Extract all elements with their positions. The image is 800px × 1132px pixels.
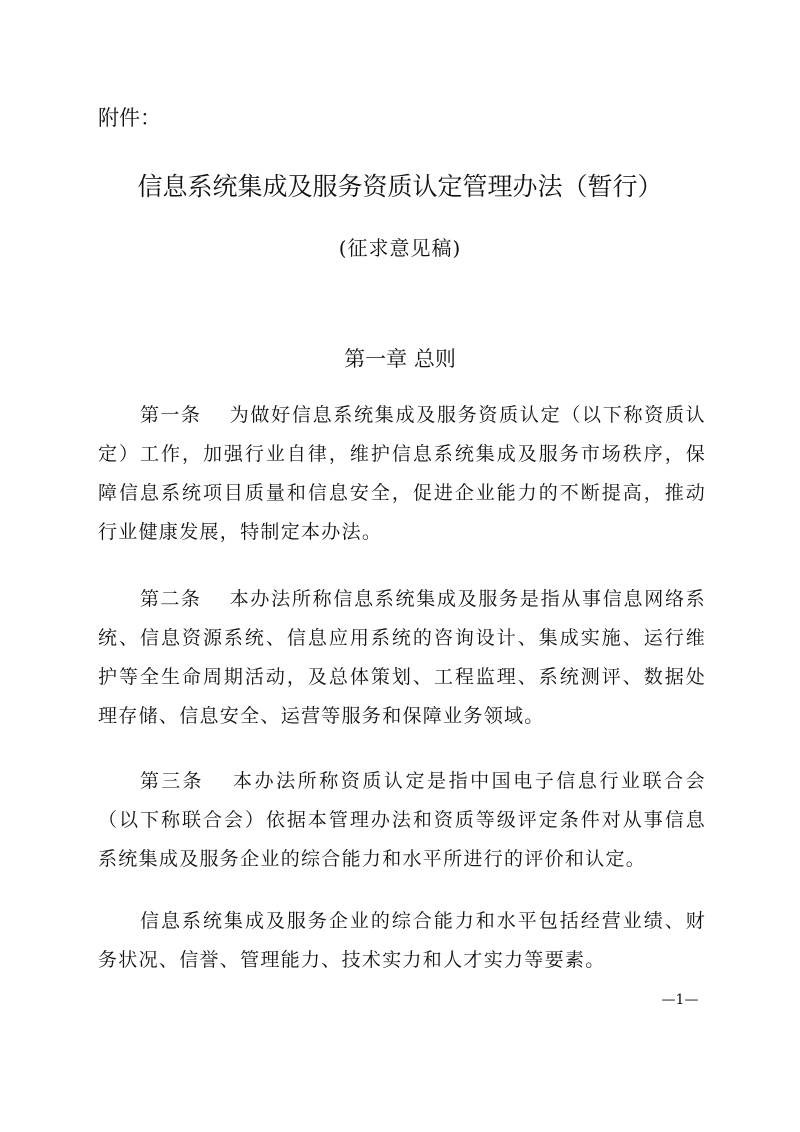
article-1-label: 第一条 <box>140 404 202 426</box>
article-1-text: 为做好信息系统集成及服务资质认定（以下称资质认定）工作，加强行业自律，维护信息系统集成及服务市场秩序，保障信息系统项目质量和信息安全，促进企业能力的不断提高，推动行业健康发展，特制定本办法。 <box>98 404 706 543</box>
article-3-text: 本办法所称资质认定是指中国电子信息行业联合会（以下称联合会）依据本管理办法和资质等级评定条件对从事信息系统集成及服务企业的综合能力和水平所进行的评价和认定。 <box>98 770 706 870</box>
article-3-label: 第三条 <box>140 770 204 792</box>
article-2-text: 本办法所称信息系统集成及服务是指从事信息网络系统、信息资源系统、信息应用系统的咨询设计、集成实施、运行维护等全生命周期活动，及总体策划、工程监理、系统测评、数据处理存储、信息安全、运营等服务和保障业务领域。 <box>98 588 706 727</box>
attachment-label: 附件： <box>98 106 161 130</box>
article-1 <box>98 396 706 552</box>
document-subtitle: (征求意见稿) <box>338 236 462 260</box>
page-number: —1— <box>661 992 699 1008</box>
article-3 <box>98 762 706 879</box>
article-2-label: 第二条 <box>140 588 202 610</box>
chapter-heading: 第一章 总则 <box>344 347 456 371</box>
document-title: 信息系统集成及服务资质认定管理办法（暂行） <box>137 172 663 201</box>
article-2 <box>98 580 706 736</box>
paragraph-4: 信息系统集成及服务企业的综合能力和水平包括经营业绩、财务状况、信誉、管理能力、技术实力和人才实力等要素。 <box>98 910 706 971</box>
